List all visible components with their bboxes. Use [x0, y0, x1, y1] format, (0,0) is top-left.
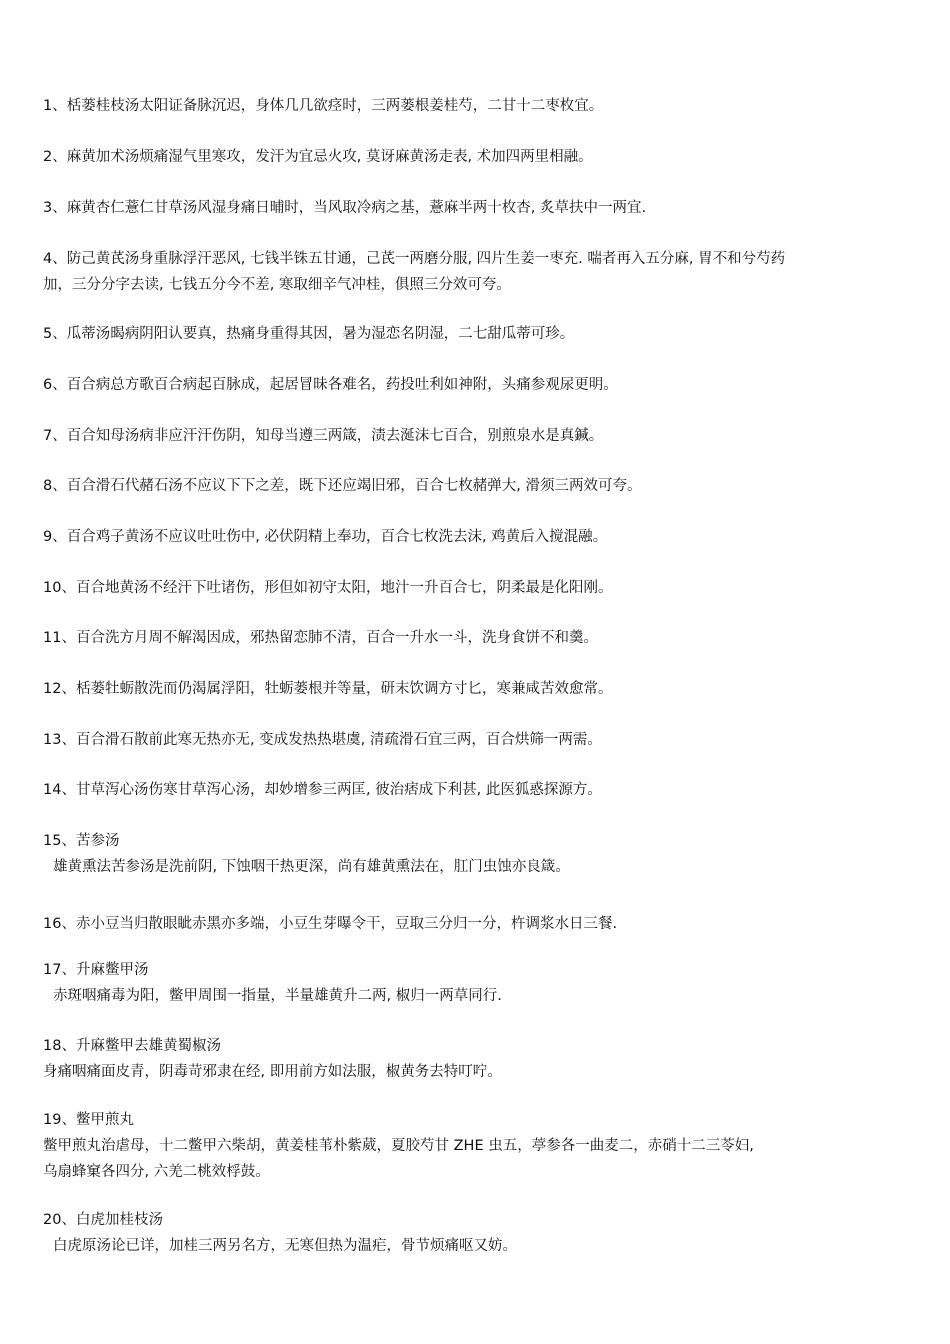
entry-title: 17、升麻鳖甲汤	[43, 962, 149, 978]
entry-text: 13、百合滑石散前此寒无热亦无, 变成发热热堪虞, 清疏滑石宜三两，百合烘筛一两需。	[43, 732, 602, 748]
formula-entry-5	[43, 321, 913, 347]
entry-text: 10、百合地黄汤不经汗下吐诸伤，形但如初守太阳，地汁一升百合七，阴柔最是化阳刚。	[43, 580, 613, 596]
formula-entry-12	[43, 676, 913, 702]
entry-title: 20、白虎加桂枝汤	[43, 1212, 163, 1228]
entry-title: 18、升麻鳖甲去雄黄蜀椒汤	[43, 1038, 221, 1054]
formula-entry-1	[43, 93, 913, 119]
entry-text-line-1: 4、防己黄芪汤身重脉浮汗恶风, 七钱半铢五甘通，己芪一两磨分服, 四片生姜一枣充. 喘者再入五分麻, 胃不和兮芍药	[43, 251, 786, 267]
entry-text: 5、瓜蒂汤暍病阴阳认要真，热痛身重得其因，暑为湿恋名阴湿，二七甜瓜蒂可珍。	[43, 326, 575, 342]
entry-text: 12、栝蒌牡蛎散洗而仍渴属浮阳，牡蛎蒌根并等量，研末饮调方寸匕，寒兼咸苦效愈常。	[43, 681, 613, 697]
entry-text: 16、赤小豆当归散眼眦赤黑亦多端，小豆生芽曝令干，豆取三分归一分，杵调浆水日三餐.	[43, 916, 618, 932]
entry-text: 7、百合知母汤病非应汗汗伤阴，知母当遵三两箴，渍去涎沫七百合，别煎泉水是真鍼。	[43, 428, 604, 444]
formula-entry-18	[43, 1033, 913, 1085]
entry-title: 19、鳖甲煎丸	[43, 1112, 134, 1128]
formula-entry-10	[43, 575, 913, 601]
formula-entry-16	[43, 911, 913, 937]
formula-entry-8	[43, 473, 913, 499]
formula-entry-3	[43, 195, 913, 221]
entry-body: 白虎原汤论已详，加桂三两另名方，无寒但热为温疟，骨节烦痛呕又妨。	[53, 1238, 517, 1254]
entry-body: 赤斑咽痛毒为阳，鳖甲周围一指量，半量雄黄升二两, 椒归一两草同行.	[53, 988, 502, 1004]
entry-body-line-1: 鳖甲煎丸治虐母，十二鳖甲六柴胡，黄姜桂苇朴紫葳，夏胶芍甘 ZHE 虫五，葶参各一曲麦二，赤硝十二三苓妇,	[43, 1138, 754, 1154]
formula-entry-15	[43, 828, 913, 880]
formula-entry-17	[43, 957, 913, 1009]
entry-text: 8、百合滑石代赭石汤不应议下下之差，既下还应竭旧邪，百合七枚赭弹大, 滑须三两效可夸。	[43, 478, 642, 494]
entry-title: 15、苦参汤	[43, 833, 120, 849]
formula-entry-2	[43, 144, 913, 170]
formula-entry-19	[43, 1107, 913, 1185]
formula-entry-9	[43, 524, 913, 550]
formula-entry-11	[43, 625, 913, 651]
formula-entry-13	[43, 727, 913, 753]
entry-body: 雄黄熏法苦参汤是洗前阴, 下蚀咽干热更深，尚有雄黄熏法在，肛门虫蚀亦良箴。	[53, 859, 570, 875]
formula-entry-4	[43, 246, 913, 298]
entry-body-line-2: 乌扇蜂窠各四分, 六羌二桃效桴鼓。	[43, 1164, 270, 1180]
entry-text: 9、百合鸡子黄汤不应议吐吐伤中, 必伏阴精上奉功，百合七枚洗去沫, 鸡黄后入搅混融。	[43, 529, 608, 545]
entry-text: 3、麻黄杏仁薏仁甘草汤风湿身痛日晡时，当风取冷病之基，薏麻半两十枚杏, 炙草扶中一两宜.	[43, 200, 647, 216]
formula-entry-7	[43, 423, 913, 449]
entry-text: 2、麻黄加术汤烦痛湿气里寒攻，发汗为宜忌火攻, 莫讶麻黄汤走表, 术加四两里相融。	[43, 149, 593, 165]
formula-entry-6	[43, 372, 913, 398]
formula-entry-14	[43, 777, 913, 803]
entry-text: 14、甘草泻心汤伤寒甘草泻心汤，却妙增参三两匡, 彼治痞成下利甚, 此医狐惑探源方。	[43, 782, 602, 798]
entry-body: 身痛咽痛面皮青，阴毒苛邪隶在经, 即用前方如法服，椒黄务去特叮咛。	[43, 1064, 502, 1080]
entry-text-line-2: 加，三分分字去读, 七钱五分今不差, 寒取细辛气冲桂，俱照三分效可夸。	[43, 277, 511, 293]
entry-text: 6、百合病总方歌百合病起百脉成，起居冒昧各难名，药投吐利如神附，头痛参观尿更明。	[43, 377, 618, 393]
entry-text: 11、百合洗方月周不解渴因成，邪热留恋肺不清，百合一升水一斗，洗身食饼不和羹。	[43, 630, 598, 646]
formula-entry-20	[43, 1207, 913, 1259]
entry-text: 1、栝蒌桂枝汤太阳证备脉沉迟，身体几几欲痉时，三两蒌根姜桂芍，二甘十二枣枚宜。	[43, 98, 604, 114]
